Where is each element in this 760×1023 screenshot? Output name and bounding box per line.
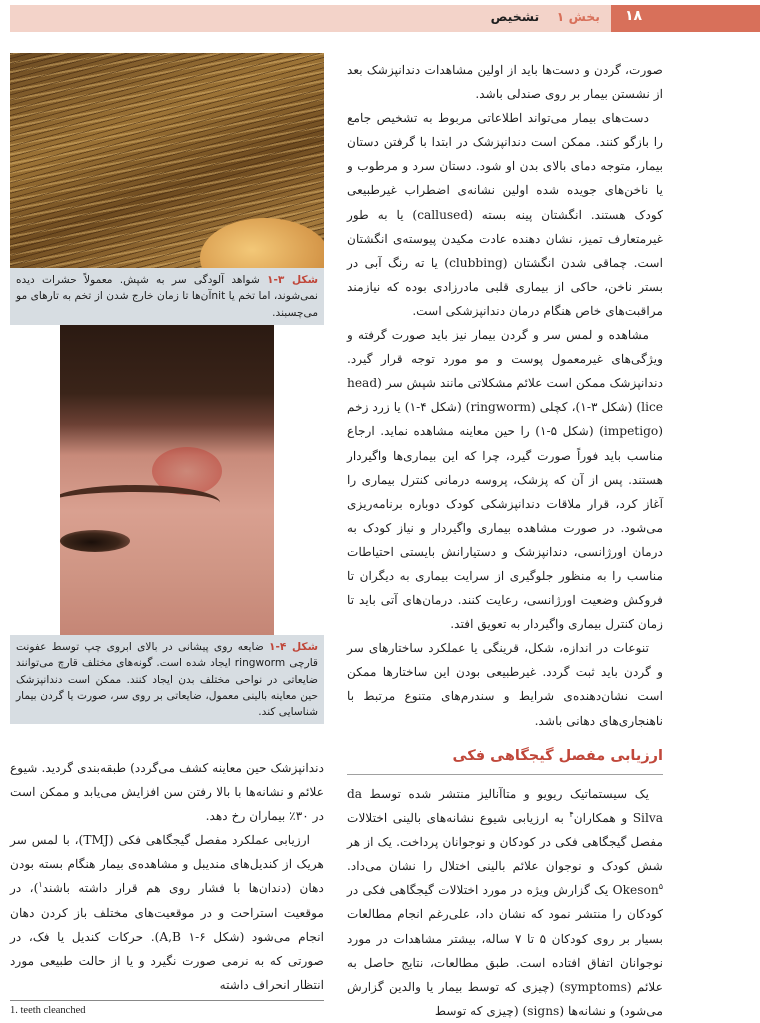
figure-caption xyxy=(10,635,324,724)
paragraph xyxy=(10,828,324,997)
page-number: ۱۸ xyxy=(625,8,643,24)
finger-shape xyxy=(200,218,324,268)
reference-marker: ۴ xyxy=(569,810,574,820)
page-header xyxy=(0,0,760,32)
figure-caption-text: شواهد آلودگی سر به شپش. معمولاً حشرات دیده نمی‌شوند، اما تخم یا nitآن‌ها تا زمان خارج شدن از تخم به تارهای مو می‌چسبند. xyxy=(16,274,318,319)
section-heading xyxy=(347,748,663,775)
figure-caption-text: ضایعه روی پیشانی در بالای ابروی چپ توسط عفونت قارچی ringworm ایجاد شده است. گونه‌های مختلف قارچ می‌توانند ضایعاتی در نواحی مختلف بدن ایجاد کنند. ممکن است دندانپزشک حین معاینه بالینی معمول، ضایعاتی بر روی سر، صورت یا گردن بیمار شناسایی کند. xyxy=(16,641,318,719)
paragraph: دست‌های بیمار می‌تواند اطلاعاتی مربوط به تشخیص جامع را بازگو کنند. ممکن است دندانپزشک در ابتدا با گرفتن دستان بیمار، متوجه دمای بالای بدن او شود. دستان سرد و مرطوب و یا ناخن‌های جویده شده اولین نشانه‌ی اضطراب غیرطبیعی کودک هستند. انگشتان پینه بسته (callused) یا به طور غیرمتعارف تمیز، نشان دهنده عادت مکیدن پیوسته‌ی انگشتان است. چماقی شدن انگشتان (clubbing) یا ته رنگ آبی در بستر ناخن، حاکی از بیماری قلبی مادرزادی بوده که نیازمند مراقبت‌های خاص هنگام درمان دندانپزشکی است. xyxy=(347,111,664,318)
ringworm-photo xyxy=(60,325,274,635)
right-column xyxy=(347,58,663,733)
paragraph: مشاهده و لمس سر و گردن بیمار نیز باید صورت گرفته و ویژگی‌های غیرمعمول پوست و مو مورد توجه قرار گیرد. دندانپزشک ممکن است علائم مشکلاتی مانند شپش سر (head lice) (شکل ۳-۱)، کچلی (ringworm) (شکل ۴-۱) یا زرد زخم (impetigo) (شکل ۵-۱) را حین معاینه مشاهده نماید. ارجاع مناسب باید فوراً صورت گیرد، چرا که این بیماری‌ها واگیردار هستند. پس از آن که پزشک، پروسه درمانی کنترل بیماری را آغاز کرد، قرار ملاقات دندانپزشکی کودک دوباره برنامه‌ریزی می‌شود. در صورت مشاهده بیماری واگیردار و نیاز کودک به درمان اورژانسی، دندانپزشک و دستیارانش بایستی احتیاطات مناسب را به منظور جلوگیری از سرایت بیماری به دیگران تا فروکش وضعیت اورژانسی، رعایت کنند. درمان‌های آتی باید تا زمان کنترل بیماری واگیردار به تعویق افتد. xyxy=(347,328,664,632)
section-heading-text: ارزیابی مفصل گیجگاهی فکی xyxy=(452,748,663,764)
paragraph: تنوعات در اندازه، شکل، قرینگی یا عملکرد ساختارهای سر و گردن باید ثبت گردد. غیرطبیعی بودن این ساختارها ممکن است نشان‌دهنده‌ی شرایط و سندرم‌های متنوع مرتبط با ناهنجاری‌های دهانی باشد. xyxy=(347,641,663,728)
paragraph xyxy=(347,782,663,1023)
head-lice-photo xyxy=(10,53,324,268)
chapter-title: تشخیص xyxy=(490,9,540,24)
paragraph: صورت، گردن و دست‌ها باید از اولین مشاهدات دندانپزشک بعد از نشستن بیمار بر روی صندلی باشد. xyxy=(347,63,663,102)
reference-marker: ۵ xyxy=(658,882,663,892)
paragraph-text: ارزیابی عملکرد مفصل گیجگاهی فکی (TMJ)، با لمس سر هریک از کندیل‌های مندیبل و مشاهده‌ی بیمار هنگام بسته بودن دهان (دندان‌ها با فشار روی هم قرار داشته باشند xyxy=(10,833,324,896)
footnote-rule xyxy=(10,1000,324,1001)
eye-shape xyxy=(60,530,130,552)
section-label: بخش ۱ xyxy=(556,9,600,24)
paragraph-text: به ارزیابی شیوع نشانه‌های بالینی اختلالات مفصل گیجگاهی فکی در کودکان و نوجوانان پرداخت. یک از هر شش کودک و نوجوان علائم بالینی اختلال را نشان می‌داد. Okeson xyxy=(347,811,663,898)
footnote: 1. teeth cleanched xyxy=(10,1005,86,1016)
paragraph: دندانپزشک حین معاینه کشف می‌گردد) طبقه‌بندی گردید. شیوع علائم و نشانه‌ها با بالا رفتن سن افزایش می‌یابد و ممکن است در ۳۰٪ بیماران رخ دهد. xyxy=(10,761,324,824)
running-head xyxy=(491,9,600,24)
left-column xyxy=(10,756,324,997)
figure-label: شکل ۴-۱ xyxy=(269,641,318,653)
figure-ringworm xyxy=(10,325,324,719)
paragraph-text: )، در موقعیت استراحت و در موقعیت‌های مختلف باز کردن دهان انجام می‌شود (شکل ۶-۱ A,B). حرکات کندیل یا فک، در صورتی که به نرمی صورت نگیرد و یا از حالت طبیعی مورد انتظار انحراف داشته xyxy=(10,881,325,992)
figure-caption xyxy=(10,268,324,325)
paragraph-text: یک سیستماتیک ریویو و متاآنالیز منتشر شده توسط da Silva و همکاران xyxy=(347,787,663,826)
figure-label: شکل ۳-۱ xyxy=(267,274,318,286)
footnote-marker: ۱ xyxy=(38,880,43,890)
figure-head-lice xyxy=(10,53,324,319)
eyebrow-shape xyxy=(60,485,220,520)
paragraph-text: یک گزارش ویژه در مورد اختلالات گیجگاهی فکی در کودکان را منتشر نمود که نشان داد، علی‌رغم انجام مطالعات بسیار بر روی کودکان ۵ تا ۷ ساله، بیشتر مشاهدات در مورد نوجوانان اتفاق افتاده است. طبق مطالعات، نتایج حاصل به علائم (symptoms) (چیزی که توسط بیمار یا والدین گزارش می‌شود) و نشانه‌ها (signs) (چیزی که توسط xyxy=(347,883,663,1018)
section-body xyxy=(347,782,663,1023)
